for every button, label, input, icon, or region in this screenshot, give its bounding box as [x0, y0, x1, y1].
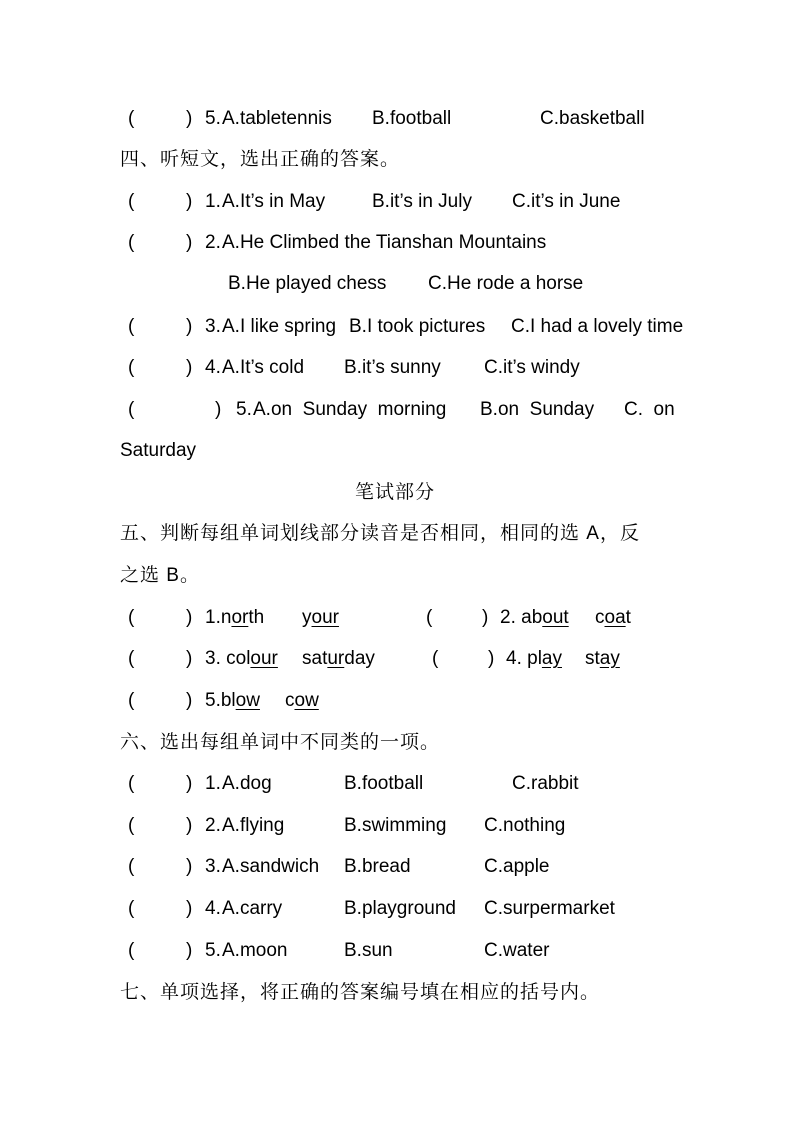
option-a: A.I like spring: [222, 316, 337, 337]
answer-paren-open: (: [128, 399, 135, 420]
option-c: C.He rode a horse: [428, 273, 584, 294]
word-part: n: [220, 607, 232, 628]
option-b: B.swimming: [344, 815, 447, 836]
answer-paren-open: (: [128, 316, 135, 337]
option-c: C.it’s windy: [484, 357, 580, 378]
word-part: ab: [521, 607, 543, 628]
word-pair-second: [302, 606, 339, 630]
answer-paren-close: ): [186, 898, 193, 919]
option-a: A.on Sunday morning: [253, 399, 447, 420]
answer-paren-open: (: [128, 232, 135, 253]
answer-paren-close: ): [215, 399, 222, 420]
answer-paren-open: (: [128, 898, 135, 919]
underlined-sound: or: [231, 607, 249, 628]
underlined-sound: ur: [327, 648, 345, 669]
word-part: pl: [527, 648, 542, 669]
section-6-title: 六、选出每组单词中不同类的一项。: [120, 732, 441, 753]
option-c: C.I had a lovely time: [511, 316, 684, 337]
answer-paren-close: ): [186, 357, 193, 378]
option-c: C.it’s in June: [512, 191, 621, 212]
answer-paren-close: ): [482, 607, 489, 628]
underlined-sound: ow: [235, 690, 260, 711]
option-b: B.on Sunday: [480, 399, 595, 420]
answer-paren-close: ): [186, 856, 193, 877]
section-5-title-line2: 之选 B。: [120, 565, 200, 586]
question-number: 2.: [500, 607, 522, 628]
word-part: st: [585, 648, 600, 669]
underlined-sound: out: [542, 607, 569, 628]
word-part: col: [226, 648, 251, 669]
answer-paren-open: (: [426, 607, 433, 628]
option-a: A.It’s cold: [222, 357, 305, 378]
option-c-continued: Saturday: [120, 440, 197, 461]
underlined-sound: ay: [599, 648, 620, 669]
question-number: 5.: [205, 690, 221, 711]
option-a: A.sandwich: [222, 856, 320, 877]
underlined-sound: ay: [541, 648, 562, 669]
answer-paren-open: (: [128, 815, 135, 836]
answer-paren-close: ): [186, 815, 193, 836]
question-number: 5.: [236, 399, 252, 420]
answer-paren-open: (: [128, 357, 135, 378]
option-b: B.He played chess: [228, 273, 387, 294]
question-number: 2.: [205, 815, 221, 836]
answer-paren-open: (: [128, 108, 135, 129]
written-part-title: 笔试部分: [355, 482, 436, 503]
word-pair-second: [595, 606, 631, 630]
question-number: 1.: [205, 773, 221, 794]
answer-paren-open: (: [128, 690, 135, 711]
answer-paren-open: (: [128, 773, 135, 794]
option-a: A.flying: [222, 815, 285, 836]
answer-paren-open: (: [128, 940, 135, 961]
option-b: B.playground: [344, 898, 456, 919]
answer-paren-open: (: [128, 856, 135, 877]
word-pair-item: [205, 606, 264, 630]
word-pair-item: [506, 647, 562, 671]
answer-paren-close: ): [186, 648, 193, 669]
answer-paren-close: ): [186, 108, 193, 129]
answer-paren-close: ): [488, 648, 495, 669]
answer-paren-close: ): [186, 191, 193, 212]
option-c: C. on: [624, 399, 675, 420]
word-pair-item: [205, 647, 278, 671]
underlined-sound: our: [311, 607, 339, 628]
word-part: th: [248, 607, 265, 628]
question-number: 3.: [205, 316, 221, 337]
answer-paren-close: ): [186, 940, 193, 961]
word-part: c: [285, 690, 295, 711]
option-c: C.water: [484, 940, 550, 961]
option-c: C.apple: [484, 856, 550, 877]
answer-paren-open: (: [432, 648, 439, 669]
section-7-title: 七、单项选择，将正确的答案编号填在相应的括号内。: [120, 982, 601, 1003]
answer-paren-close: ): [186, 773, 193, 794]
answer-paren-open: (: [128, 648, 135, 669]
answer-paren-close: ): [186, 316, 193, 337]
question-number: 1.: [205, 191, 221, 212]
question-number: 3.: [205, 856, 221, 877]
word-part: t: [625, 607, 631, 628]
section-4-title: 四、听短文，选出正确的答案。: [120, 149, 401, 170]
word-part: bl: [220, 690, 236, 711]
question-number: 1.: [205, 607, 221, 628]
option-a: A.He Climbed the Tianshan Mountains: [222, 232, 547, 253]
section-5-title-line1: 五、判断每组单词划线部分读音是否相同，相同的选 A，反: [120, 523, 640, 544]
option-a: A.dog: [222, 773, 272, 794]
word-part: c: [595, 607, 605, 628]
option-a: A.It’s in May: [222, 191, 326, 212]
word-pair-second: [285, 689, 319, 713]
underlined-sound: ow: [294, 690, 319, 711]
word-pair-second: [302, 647, 375, 671]
option-b: B.football: [372, 108, 452, 129]
answer-paren-close: ): [186, 232, 193, 253]
option-b: B.sun: [344, 940, 393, 961]
question-number: 5.: [205, 108, 221, 129]
question-number: 3.: [205, 648, 227, 669]
option-c: C.basketball: [540, 108, 645, 129]
word-part: sat: [302, 648, 328, 669]
question-number: 4.: [205, 357, 221, 378]
answer-paren-close: ): [186, 607, 193, 628]
option-b: B.football: [344, 773, 424, 794]
answer-paren-close: ): [186, 690, 193, 711]
question-number: 4.: [205, 898, 221, 919]
answer-paren-open: (: [128, 191, 135, 212]
option-b: B.it’s sunny: [344, 357, 441, 378]
option-b: B.I took pictures: [349, 316, 486, 337]
option-c: C.rabbit: [512, 773, 579, 794]
option-c: C.nothing: [484, 815, 566, 836]
option-c: C.surpermarket: [484, 898, 615, 919]
option-b: B.it’s in July: [372, 191, 472, 212]
word-pair-item: [500, 606, 569, 630]
word-part: day: [344, 648, 375, 669]
option-a: A.moon: [222, 940, 288, 961]
word-pair-second: [585, 647, 620, 671]
word-pair-item: [205, 689, 260, 713]
question-number: 5.: [205, 940, 221, 961]
option-a: A.carry: [222, 898, 283, 919]
question-number: 2.: [205, 232, 221, 253]
word-part: y: [302, 607, 312, 628]
underlined-sound: our: [250, 648, 278, 669]
option-b: B.bread: [344, 856, 411, 877]
option-a: A.tabletennis: [222, 108, 332, 129]
question-number: 4.: [506, 648, 528, 669]
answer-paren-open: (: [128, 607, 135, 628]
underlined-sound: oa: [604, 607, 626, 628]
